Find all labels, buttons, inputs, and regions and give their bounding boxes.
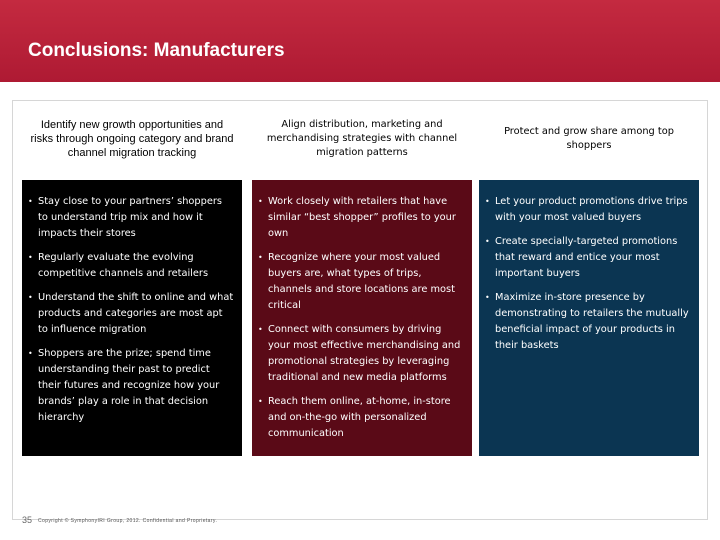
bullet-text: Shoppers are the prize; spend time understanding their past to predict their futures and recognize how your brands’ play a role in that decision hierarchy xyxy=(38,348,220,423)
bullet-text: Stay close to your partners’ shoppers to understand trip mix and how it impacts their stores xyxy=(38,196,223,239)
bullet-icon: • xyxy=(485,197,490,206)
column-heading: Protect and grow share among top shoppers xyxy=(479,108,699,170)
bullet-text: Let your product promotions drive trips with your most valued buyers xyxy=(495,196,688,223)
column-align xyxy=(252,108,472,456)
column-body xyxy=(252,180,472,456)
bullet-text: Recognize where your most valued buyers are, what types of trips, channels and store locations are most critical xyxy=(268,252,455,311)
list-item xyxy=(258,194,464,242)
list-item xyxy=(28,250,234,282)
bullet-text: Work closely with retailers that have similar “best shopper” profiles to your own xyxy=(268,196,456,239)
column-protect xyxy=(479,108,699,456)
bullet-icon: • xyxy=(28,197,33,206)
bullet-text: Reach them online, at-home, in-store and on-the-go with personalized communication xyxy=(268,396,451,439)
list-item xyxy=(258,394,464,442)
title-bar xyxy=(0,0,720,82)
page-title: Conclusions: Manufacturers xyxy=(28,40,285,61)
copyright-notice: Copyright © SymphonyIRI Group, 2012. Confidential and Proprietary. xyxy=(38,518,218,524)
bullet-icon: • xyxy=(485,293,490,302)
list-item xyxy=(485,234,691,282)
bullet-icon: • xyxy=(258,253,263,262)
bullet-list xyxy=(485,194,691,354)
list-item xyxy=(258,322,464,386)
bullet-text: Regularly evaluate the evolving competitive channels and retailers xyxy=(38,252,209,279)
bullet-list xyxy=(28,194,234,426)
bullet-icon: • xyxy=(28,293,33,302)
bullet-text: Maximize in-store presence by demonstrating to retailers the mutually beneficial impact of your products in their baskets xyxy=(495,292,689,351)
column-heading: Align distribution, marketing and merchandising strategies with channel migration patterns xyxy=(252,108,472,170)
list-item xyxy=(28,290,234,338)
list-item xyxy=(28,346,234,426)
bullet-icon: • xyxy=(258,397,263,406)
page-number: 35 xyxy=(22,515,33,525)
bullet-text: Create specially-targeted promotions that reward and entice your most important buyers xyxy=(495,236,678,279)
bullet-icon: • xyxy=(485,237,490,246)
column-identify xyxy=(22,108,242,456)
bullet-icon: • xyxy=(258,197,263,206)
bullet-text: Understand the shift to online and what products and categories are most apt to influence migration xyxy=(38,292,234,335)
list-item xyxy=(485,194,691,226)
list-item xyxy=(28,194,234,242)
bullet-text: Connect with consumers by driving your most effective merchandising and promotional strategies by leveraging traditional and new media platforms xyxy=(268,324,461,383)
bullet-icon: • xyxy=(258,325,263,334)
list-item xyxy=(485,290,691,354)
bullet-list xyxy=(258,194,464,442)
list-item xyxy=(258,250,464,314)
column-heading: Identify new growth opportunities and risks through ongoing category and brand channel migration tracking xyxy=(22,108,242,170)
column-body xyxy=(479,180,699,456)
column-body xyxy=(22,180,242,456)
bullet-icon: • xyxy=(28,253,33,262)
bullet-icon: • xyxy=(28,349,33,358)
